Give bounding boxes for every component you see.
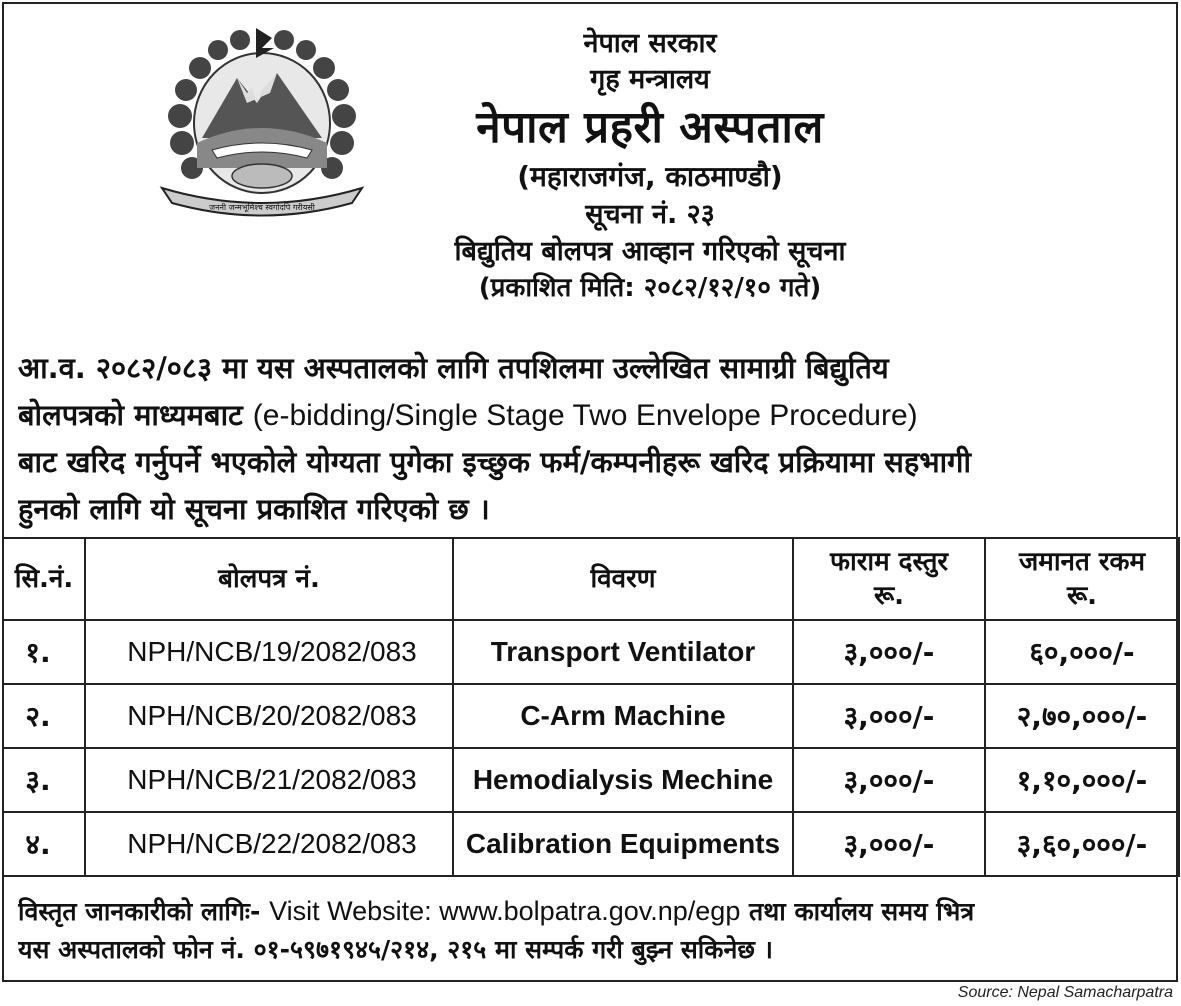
row-sn: २. xyxy=(3,684,85,748)
header-ref: बोलपत्र नं. xyxy=(85,538,453,620)
row-ref: NPH/NCB/19/2082/083 xyxy=(85,620,453,684)
row-fee: ३,०००/- xyxy=(793,748,985,812)
row-ref: NPH/NCB/21/2082/083 xyxy=(85,748,453,812)
row-deposit: २,७०,०००/- xyxy=(985,684,1179,748)
body-line-1: आ.व. २०८२/०८३ मा यस अस्पतालको लागि तपशिलमा उल्लेखित सामाग्री बिद्युतिय xyxy=(18,351,889,385)
tender-table xyxy=(2,537,1180,877)
header-deposit-line2: रू. xyxy=(1066,581,1098,611)
header-sn: सि.नं. xyxy=(3,538,85,620)
row-fee: ३,०००/- xyxy=(793,812,985,876)
source-credit: Source: Nepal Samacharpatra xyxy=(957,984,1173,1001)
footer-info-label: विस्तृत जानकारीको लागिः- xyxy=(18,897,270,926)
row-ref: NPH/NCB/22/2082/083 xyxy=(85,812,453,876)
footer-line-1 xyxy=(18,892,1168,931)
row-deposit: १,१०,०००/- xyxy=(985,748,1179,812)
header-deposit-line1: जमानत रकम xyxy=(1018,547,1146,577)
header-fee-line1: फाराम दस्तुर xyxy=(829,547,949,577)
hospital-name: नेपाल प्रहरी अस्पताल xyxy=(476,102,824,153)
row-ref: NPH/NCB/20/2082/083 xyxy=(85,684,453,748)
row-sn: ४. xyxy=(3,812,85,876)
row-deposit: ६०,०००/- xyxy=(985,620,1179,684)
table-row xyxy=(3,748,1179,812)
row-fee: ३,०००/- xyxy=(793,620,985,684)
notice-header xyxy=(330,26,970,306)
header-fee xyxy=(793,538,985,620)
body-line-2-procedure: (e-bidding/Single Stage Two Envelope Procedure) xyxy=(252,399,918,432)
publication-date: (प्रकाशित मिति: २०८२/१२/१० गते) xyxy=(478,273,822,303)
table-header-row xyxy=(3,538,1179,620)
header-desc: विवरण xyxy=(453,538,793,620)
row-fee: ३,०००/- xyxy=(793,684,985,748)
row-desc: Hemodialysis Mechine xyxy=(453,748,793,812)
notice-body xyxy=(18,345,1164,533)
notice-footer xyxy=(18,892,1168,969)
row-sn: ३. xyxy=(3,748,85,812)
header-deposit xyxy=(985,538,1179,620)
footer-line-2: यस अस्पतालको फोन नं. ०१-५९७१९४५/२१४, २१५ मा सम्पर्क गरी बुझ्न सकिनेछ । xyxy=(18,935,774,964)
table-row xyxy=(3,812,1179,876)
government-name: नेपाल सरकार xyxy=(583,28,717,59)
row-desc: Calibration Equipments xyxy=(453,812,793,876)
row-sn: १. xyxy=(3,620,85,684)
body-line-2 xyxy=(18,392,1164,439)
row-desc: Transport Ventilator xyxy=(453,620,793,684)
footer-website-link[interactable]: Visit Website: www.bolpatra.gov.np/egp xyxy=(269,896,741,926)
body-line-2-np: बोलपत्रको माध्यमबाट xyxy=(18,398,253,432)
footer-office-hours: तथा कार्यालय समय भित्र xyxy=(740,897,975,926)
ministry-name: गृह मन्त्रालय xyxy=(590,64,710,95)
table-row xyxy=(3,620,1179,684)
header-fee-line2: रू. xyxy=(873,581,905,611)
emblem-motto: जननी जन्मभूमिश्च स्वर्गादपि गरीयसी xyxy=(209,203,315,212)
hospital-address: (महाराजगंज, काठमाण्डौ) xyxy=(517,160,783,193)
notice-title: बिद्युतिय बोलपत्र आव्हान गरिएको सूचना xyxy=(454,236,846,267)
table-row xyxy=(3,684,1179,748)
row-desc: C-Arm Machine xyxy=(453,684,793,748)
notice-number: सूचना नं. २३ xyxy=(585,199,715,230)
row-deposit: ३,६०,०००/- xyxy=(985,812,1179,876)
body-line-3: बाट खरिद गर्नुपर्ने भएकोले योग्यता पुगेका इच्छुक फर्म/कम्पनीहरू खरिद प्रक्रियामा सहभागी xyxy=(18,445,971,479)
body-line-4: हुनको लागि यो सूचना प्रकाशित गरिएको छ । xyxy=(18,492,490,526)
